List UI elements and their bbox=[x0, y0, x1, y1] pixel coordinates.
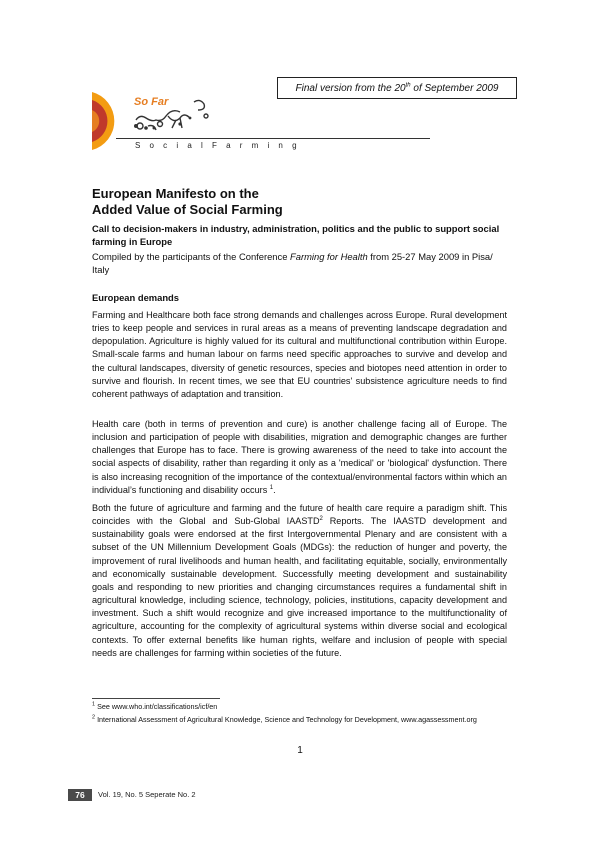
document-title bbox=[92, 186, 492, 218]
final-version-box bbox=[277, 77, 517, 99]
compiled-by-note bbox=[92, 250, 507, 276]
journal-page-badge: 76 bbox=[68, 789, 92, 801]
document-subtitle: Call to decision-makers in industry, administration, politics and the public to support social farming in Europe bbox=[92, 223, 500, 247]
footnote-1 bbox=[92, 702, 512, 712]
paragraph-2-end: . bbox=[273, 484, 276, 495]
logo-tagline: SocialFarming bbox=[135, 141, 306, 150]
title-line-1: European Manifesto on the bbox=[92, 186, 259, 201]
footnote-1-text: See www.who.int/classifications/icf/en bbox=[97, 702, 218, 711]
section-heading: European demands bbox=[92, 292, 179, 303]
paragraph-2 bbox=[92, 418, 507, 497]
footnote-2 bbox=[92, 715, 512, 725]
paragraph-3-text-a: Both the future of agriculture and farming and the future of health care require a paradigm shift. This coincides with the Global and Sub-Global IAASTD bbox=[92, 503, 507, 527]
final-version-suffix: of September 2009 bbox=[410, 83, 499, 94]
footnote-divider bbox=[92, 698, 220, 699]
conference-name: Farming for Health bbox=[290, 251, 368, 262]
paragraph-2-text: Health care (both in terms of prevention and cure) is another challenge facing all of Europe. The inclusion and participation of people with disabilities, migration and demographic changes are further challenges that Europe has to face. There is growing awareness of the need to take into account the social aspects of disability, rather than regarding it only as a 'medical' or 'biological' dysfunction. There is also increasing recognition of the importance of the contextual/environmental factors within which an individual’s functioning and disability occurs bbox=[92, 419, 507, 495]
paragraph-1: Farming and Healthcare both face strong demands and challenges across Europe. Rural development tries to keep people and services in rural areas as a means of preventing landscape degradation and depopulation. Agriculture is highly valued for its cultural and multifunctional contribution within Europe. Small-scale farms and human labour on farms need specific approaches to survive and develop and the cultural landscapes, diversity of genetic resources, species and biotopes need attention in order to survive and flourish. In recent times, we see that EU countries' subsistence agriculture needs to find coherent pathways of adaptation and transition. bbox=[92, 310, 507, 399]
footnote-2-mark: 2 bbox=[92, 714, 96, 721]
compiled-after: from 25-27 May 2009 in Pisa/ Italy bbox=[92, 251, 493, 275]
final-version-sup: th bbox=[405, 82, 411, 89]
journal-reference: Vol. 19, No. 5 Seperate No. 2 bbox=[98, 790, 196, 799]
title-line-2: Added Value of Social Farming bbox=[92, 202, 283, 217]
paragraph-3-text-b: Reports. The IAASTD development and sustainability goals were endorsed at the first Intergovernmental Plenary and are consistent with a subset of the UN Millennium Development Goals (MDGs): the reduction of hunger and poverty, the improvement of rural livelihoods and human health, and facilitating equitable, socially, environmentally and economically sustainable development. Successfully meeting development and sustainability goals and responding to new priorities and changing circumstances requires a fundamental shift in agricultural knowledge, including science, technology, policies, institutions, capacity development and investment. Such a shift would recognize and give increased importance to the multifunctionality of agriculture, accounting for the complexity of agricultural systems within diverse social and ecological contexts. To offer external benefits like human rights, welfare and inclusion of people with special needs are challenges for farming within societies of the future. bbox=[92, 516, 507, 658]
footnote-ref-2: 2 bbox=[319, 516, 323, 523]
paragraph-3 bbox=[92, 502, 507, 660]
logo-divider bbox=[116, 138, 430, 139]
page-number: 1 bbox=[297, 745, 303, 756]
logo-text: So Far bbox=[134, 96, 169, 108]
footnote-1-mark: 1 bbox=[92, 701, 96, 708]
footnote-2-text: International Assessment of Agricultural Knowledge, Science and Technology for Development, www.agassessment.org bbox=[97, 715, 477, 724]
footnote-ref-1: 1 bbox=[269, 484, 274, 491]
compiled-before: Compiled by the participants of the Conference bbox=[92, 251, 291, 262]
final-version-prefix: Final version from the 20 bbox=[295, 83, 406, 94]
